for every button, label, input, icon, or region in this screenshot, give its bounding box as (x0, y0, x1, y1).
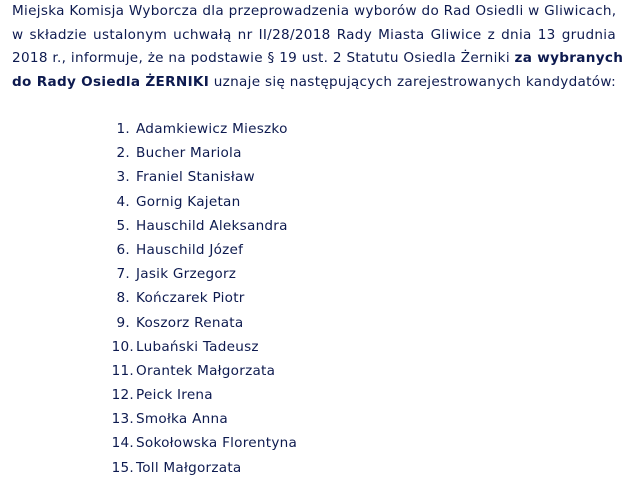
election-announcement (12, 0, 624, 476)
candidate-name: Hauschild Aleksandra (136, 217, 288, 234)
list-item (108, 311, 297, 335)
candidate-number: 11. (111, 362, 134, 379)
candidate-name: Sokołowska Florentyna (136, 435, 298, 452)
candidate-number: 13. (111, 411, 134, 428)
list-item (108, 407, 297, 431)
candidate-name: Orantek Małgorzata (136, 362, 276, 379)
candidate-number: 4. (116, 193, 130, 210)
candidate-name: Lubański Tadeusz (136, 338, 259, 355)
candidate-number: 3. (116, 169, 130, 186)
announcement-line-3 (12, 47, 624, 71)
list-item (108, 214, 297, 238)
candidate-number: 7. (116, 266, 130, 283)
announcement-line-1: Miejska Komisja Wyborcza dla przeprowadzenia wyborów do Rad Osiedli w Gliwicach, (12, 3, 617, 19)
candidate-name: Franiel Stanisław (136, 169, 255, 186)
list-item (108, 165, 297, 189)
announcement-line-4-text: uznaje się następujących zarejestrowanych kandydatów: (209, 73, 616, 90)
candidate-list (108, 117, 297, 480)
candidate-name: Gornig Kajetan (136, 193, 241, 210)
candidate-name: Toll Małgorzata (136, 459, 242, 476)
candidate-name: Kończarek Piotr (136, 290, 245, 307)
list-item (108, 456, 297, 480)
candidate-number: 5. (116, 217, 130, 234)
announcement-paragraph (12, 0, 624, 94)
candidate-name: Bucher Mariola (136, 145, 242, 162)
announcement-line-4-emphasis: do Rady Osiedla ŻERNIKI (12, 73, 210, 90)
list-item (108, 238, 297, 262)
candidate-number: 2. (116, 145, 130, 162)
candidate-number: 1. (116, 121, 130, 137)
candidate-number: 8. (116, 290, 130, 307)
list-item (108, 190, 297, 214)
candidate-number: 15. (111, 459, 134, 476)
list-item (108, 141, 297, 165)
candidate-name: Smołka Anna (136, 411, 228, 428)
list-item (108, 117, 297, 141)
candidate-name: Jasik Grzegorz (136, 266, 237, 283)
announcement-line-3-text: 2018 r., informuje, że na podstawie § 19 ust. 2 Statutu Osiedla Żerniki (12, 50, 515, 66)
list-item (108, 262, 297, 286)
list-item (108, 335, 297, 359)
announcement-line-4 (12, 71, 616, 95)
candidate-name: Hauschild Józef (136, 241, 244, 258)
candidate-number: 9. (116, 314, 130, 331)
candidate-name: Peick Irena (136, 387, 213, 404)
candidate-name: Koszorz Renata (136, 314, 244, 331)
list-item (108, 431, 297, 455)
list-item (108, 359, 297, 383)
list-item (108, 286, 297, 310)
candidate-name: Adamkiewicz Mieszko (136, 121, 288, 137)
list-item (108, 383, 297, 407)
announcement-line-2: w składzie ustalonym uchwałą nr II/28/2018 Rady Miasta Gliwice z dnia 13 grudnia (12, 26, 616, 43)
candidate-number: 14. (111, 435, 134, 452)
announcement-line-3-emphasis: za wybranych (514, 50, 624, 66)
candidate-number: 10. (111, 338, 134, 355)
candidate-number: 6. (116, 241, 130, 258)
candidate-number: 12. (111, 387, 134, 404)
